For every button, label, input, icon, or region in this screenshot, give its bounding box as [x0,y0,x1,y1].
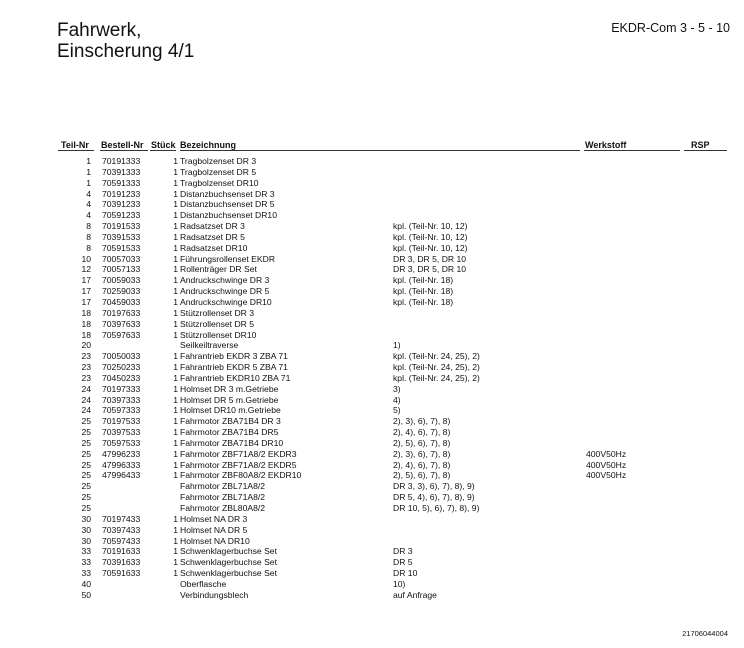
bezeichnung-cell: Distanzbuchsenset DR 3 [180,188,275,199]
bezeichnung-cell: Stützrollenset DR10 [180,329,257,340]
bezeichnung-cell: Andruckschwinge DR10 [180,296,272,307]
stueck-cell: 1 [173,535,178,546]
bezeichnung-cell: Schwenklagerbuchse Set [180,557,277,568]
zusatz-cell: 1) [393,340,401,351]
stueck-cell: 1 [173,329,178,340]
table-row [0,568,744,579]
teil-nr-cell: 4 [86,199,91,210]
bezeichnung-cell: Radsatzset DR 3 [180,221,245,232]
table-row [0,254,744,265]
bezeichnung-cell: Distanzbuchsenset DR 5 [180,199,275,210]
header-underline-rsp [684,150,727,151]
teil-nr-cell: 33 [81,568,91,579]
teil-nr-cell: 40 [81,578,91,589]
teil-nr-cell: 1 [86,166,91,177]
teil-nr-cell: 8 [86,242,91,253]
stueck-cell: 1 [173,242,178,253]
teil-nr-cell: 25 [81,427,91,438]
bestell-nr-cell: 70597533 [102,437,141,448]
stueck-cell: 1 [173,470,178,481]
bestell-nr-cell: 70391233 [102,199,141,210]
stueck-cell: 1 [173,188,178,199]
teil-nr-cell: 17 [81,286,91,297]
table-row [0,590,744,601]
table-row [0,264,744,275]
bezeichnung-cell: Fahrantrieb EKDR10 ZBA 71 [180,372,291,383]
header-underline-werkstoff [584,150,680,151]
zusatz-cell: 4) [393,394,401,405]
teil-nr-cell: 18 [81,329,91,340]
col-header-bestell-nr: Bestell-Nr [101,140,144,150]
zusatz-cell: kpl. (Teil-Nr. 18) [393,286,454,297]
stueck-cell: 1 [173,557,178,568]
bezeichnung-cell: Fahrmotor ZBL80A8/2 [180,503,266,513]
bezeichnung-cell: Seilkeiltraverse [180,340,239,351]
teil-nr-cell: 25 [81,503,91,513]
teil-nr-cell: 24 [81,383,91,394]
table-row [0,481,744,492]
table-row [0,503,744,514]
bezeichnung-cell: Schwenklagerbuchse Set [180,546,277,557]
bezeichnung-cell: Stützrollenset DR 3 [180,307,255,318]
bestell-nr-cell: 70191333 [102,156,141,166]
table-row [0,189,744,200]
stueck-cell: 1 [173,177,178,188]
table-row [0,416,744,427]
stueck-cell: 1 [173,286,178,297]
table-row [0,308,744,319]
teil-nr-cell: 4 [86,210,91,221]
bestell-nr-cell: 70591233 [102,210,141,221]
stueck-cell: 1 [173,307,178,318]
table-row [0,514,744,525]
table-row [0,199,744,210]
bestell-nr-cell: 47996433 [102,470,141,481]
table-row [0,460,744,471]
table-row [0,286,744,297]
zusatz-cell: DR 5, 4), 6), 7), 8), 9) [393,492,475,503]
bezeichnung-cell: Fahrantrieb EKDR 5 ZBA 71 [180,362,288,373]
bezeichnung-cell: Schwenklagerbuchse Set [180,568,277,579]
table-row [0,373,744,384]
table-row [0,525,744,536]
bestell-nr-cell: 70191533 [102,221,141,232]
table-row [0,297,744,308]
stueck-cell: 1 [173,372,178,383]
table-row [0,167,744,178]
header-underline-teil-nr [58,150,94,151]
teil-nr-cell: 50 [81,589,91,600]
zusatz-cell: kpl. (Teil-Nr. 18) [393,296,454,307]
bezeichnung-cell: Tragbolzenset DR 3 [180,156,257,166]
bestell-nr-cell: 70459033 [102,296,141,307]
bezeichnung-cell: Fahrmotor ZBF71A8/2 EKDR3 [180,448,297,459]
bezeichnung-cell: Holmset DR10 m.Getriebe [180,405,281,416]
bestell-nr-cell: 70197633 [102,307,141,318]
bestell-nr-cell: 70397633 [102,318,141,329]
document-number: 21706044004 [682,629,728,638]
col-header-teil-nr: Teil-Nr [61,140,89,150]
bestell-nr-cell: 70057033 [102,253,141,264]
zusatz-cell: kpl. (Teil-Nr. 10, 12) [393,242,468,253]
teil-nr-cell: 25 [81,481,91,492]
table-row [0,579,744,590]
bezeichnung-cell: Stützrollenset DR 5 [180,318,255,329]
werkstoff-cell: 400V50Hz [586,459,627,470]
teil-nr-cell: 20 [81,340,91,351]
col-header-stueck: Stück [151,140,176,150]
zusatz-cell: DR 3 [393,546,413,557]
table-row [0,232,744,243]
bezeichnung-cell: Rollenträger DR Set [180,264,257,275]
zusatz-cell: 3) [393,383,401,394]
table-row [0,384,744,395]
table-row [0,351,744,362]
bezeichnung-cell: Holmset DR 5 m.Getriebe [180,394,279,405]
bezeichnung-cell: Radsatzset DR10 [180,242,248,253]
zusatz-cell: DR 3, DR 5, DR 10 [393,264,467,275]
table-row [0,330,744,341]
stueck-cell: 1 [173,318,178,329]
bezeichnung-cell: Andruckschwinge DR 3 [180,275,270,286]
bestell-nr-cell: 70191633 [102,546,141,557]
teil-nr-cell: 18 [81,307,91,318]
table-row [0,362,744,373]
stueck-cell: 1 [173,199,178,210]
teil-nr-cell: 8 [86,221,91,232]
parts-table [0,156,744,601]
header-underline-bestell-nr [100,150,148,151]
zusatz-cell: kpl. (Teil-Nr. 24, 25), 2) [393,372,480,383]
table-row [0,395,744,406]
zusatz-cell: 2), 4), 6), 7), 8) [393,459,451,470]
teil-nr-cell: 23 [81,362,91,373]
teil-nr-cell: 33 [81,557,91,568]
bezeichnung-cell: Verbindungsblech [180,589,249,600]
bestell-nr-cell: 70197533 [102,416,141,427]
stueck-cell: 1 [173,437,178,448]
teil-nr-cell: 33 [81,546,91,557]
table-row [0,405,744,416]
zusatz-cell: DR 5 [393,557,413,568]
stueck-cell: 1 [173,296,178,307]
bezeichnung-cell: Holmset NA DR 3 [180,513,248,524]
title-line-2: Einscherung 4/1 [57,41,195,62]
zusatz-cell: 2), 4), 6), 7), 8) [393,427,451,438]
bezeichnung-cell: Andruckschwinge DR 5 [180,286,270,297]
zusatz-cell: kpl. (Teil-Nr. 24, 25), 2) [393,362,480,373]
stueck-cell: 1 [173,524,178,535]
bezeichnung-cell: Fahrmotor ZBL71A8/2 [180,492,266,503]
zusatz-cell: kpl. (Teil-Nr. 10, 12) [393,221,468,232]
table-row [0,536,744,547]
teil-nr-cell: 12 [81,264,91,275]
stueck-cell: 1 [173,264,178,275]
teil-nr-cell: 24 [81,405,91,416]
bezeichnung-cell: Holmset NA DR 5 [180,524,248,535]
bestell-nr-cell: 70450233 [102,372,141,383]
teil-nr-cell: 25 [81,437,91,448]
bestell-nr-cell: 70050033 [102,351,141,362]
stueck-cell: 1 [173,416,178,427]
teil-nr-cell: 23 [81,372,91,383]
stueck-cell: 1 [173,383,178,394]
col-header-bezeichnung: Bezeichnung [180,140,237,150]
bezeichnung-cell: Fahrmotor ZBF71A8/2 EKDR5 [180,459,297,470]
zusatz-cell: 10) [393,578,406,589]
teil-nr-cell: 4 [86,188,91,199]
zusatz-cell: DR 3, 3), 6), 7), 8), 9) [393,481,475,492]
bezeichnung-cell: Holmset NA DR10 [180,535,250,546]
bestell-nr-cell: 70191233 [102,188,141,199]
bezeichnung-cell: Tragbolzenset DR10 [180,177,259,188]
bestell-nr-cell: 70597333 [102,405,141,416]
bestell-nr-cell: 70591333 [102,177,141,188]
bezeichnung-cell: Fahrmotor ZBA71B4 DR10 [180,437,284,448]
bestell-nr-cell: 70397333 [102,394,141,405]
stueck-cell: 1 [173,253,178,264]
bestell-nr-cell: 70391333 [102,166,141,177]
table-row [0,340,744,351]
zusatz-cell: kpl. (Teil-Nr. 10, 12) [393,231,468,242]
bestell-nr-cell: 70591533 [102,242,141,253]
stueck-cell: 1 [173,221,178,232]
bestell-nr-cell: 47996333 [102,459,141,470]
bestell-nr-cell: 70197433 [102,513,141,524]
bestell-nr-cell: 70197333 [102,383,141,394]
stueck-cell: 1 [173,231,178,242]
stueck-cell: 1 [173,166,178,177]
teil-nr-cell: 25 [81,416,91,427]
bestell-nr-cell: 47996233 [102,448,141,459]
stueck-cell: 1 [173,568,178,579]
page-title [57,20,194,62]
bestell-nr-cell: 70059033 [102,275,141,286]
zusatz-cell: DR 3, DR 5, DR 10 [393,253,467,264]
zusatz-cell: 5) [393,405,401,416]
teil-nr-cell: 18 [81,318,91,329]
teil-nr-cell: 17 [81,296,91,307]
stueck-cell: 1 [173,362,178,373]
table-row [0,221,744,232]
bezeichnung-cell: Fahrantrieb EKDR 3 ZBA 71 [180,351,288,362]
bezeichnung-cell: Fahrmotor ZBA71B4 DR 3 [180,416,281,427]
bestell-nr-cell: 70391533 [102,231,141,242]
bezeichnung-cell: Oberflasche [180,578,227,589]
teil-nr-cell: 30 [81,535,91,546]
zusatz-cell: 2), 5), 6), 7), 8) [393,470,451,481]
bestell-nr-cell: 70597433 [102,535,141,546]
table-row [0,470,744,481]
teil-nr-cell: 25 [81,470,91,481]
zusatz-cell: auf Anfrage [393,589,437,600]
teil-nr-cell: 8 [86,231,91,242]
col-header-werkstoff: Werkstoff [585,140,627,150]
stueck-cell: 1 [173,275,178,286]
stueck-cell: 1 [173,427,178,438]
teil-nr-cell: 23 [81,351,91,362]
table-row [0,449,744,460]
bestell-nr-cell: 70397533 [102,427,141,438]
document-reference: EKDR-Com 3 - 5 - 10 [611,21,730,35]
werkstoff-cell: 400V50Hz [586,448,627,459]
bezeichnung-cell: Holmset DR 3 m.Getriebe [180,383,279,394]
stueck-cell: 1 [173,513,178,524]
teil-nr-cell: 24 [81,394,91,405]
zusatz-cell: DR 10, 5), 6), 7), 8), 9) [393,503,480,513]
teil-nr-cell: 30 [81,524,91,535]
header-underline-stueck [150,150,176,151]
table-row [0,275,744,286]
zusatz-cell: DR 10 [393,568,418,579]
header-underline-bezeichnung [180,150,580,151]
table-row [0,319,744,330]
table-row [0,438,744,449]
bezeichnung-cell: Distanzbuchsenset DR10 [180,210,277,221]
stueck-cell: 1 [173,156,178,166]
bezeichnung-cell: Radsatzset DR 5 [180,231,245,242]
stueck-cell: 1 [173,448,178,459]
zusatz-cell: kpl. (Teil-Nr. 24, 25), 2) [393,351,480,362]
werkstoff-cell: 400V50Hz [586,470,627,481]
teil-nr-cell: 30 [81,513,91,524]
teil-nr-cell: 1 [86,177,91,188]
bestell-nr-cell: 70397433 [102,524,141,535]
stueck-cell: 1 [173,546,178,557]
stueck-cell: 1 [173,394,178,405]
stueck-cell: 1 [173,405,178,416]
table-row [0,156,744,167]
bestell-nr-cell: 70250233 [102,362,141,373]
table-row [0,492,744,503]
bezeichnung-cell: Fahrmotor ZBL71A8/2 [180,481,266,492]
teil-nr-cell: 1 [86,156,91,166]
bezeichnung-cell: Fahrmotor ZBF80A8/2 EKDR10 [180,470,302,481]
stueck-cell: 1 [173,210,178,221]
table-row [0,427,744,438]
teil-nr-cell: 25 [81,459,91,470]
bezeichnung-cell: Fahrmotor ZBA71B4 DR5 [180,427,279,438]
teil-nr-cell: 25 [81,448,91,459]
zusatz-cell: 2), 5), 6), 7), 8) [393,437,451,448]
table-row [0,178,744,189]
teil-nr-cell: 25 [81,492,91,503]
bezeichnung-cell: Tragbolzenset DR 5 [180,166,257,177]
teil-nr-cell: 17 [81,275,91,286]
zusatz-cell: 2), 3), 6), 7), 8) [393,416,451,427]
table-row [0,210,744,221]
table-row [0,546,744,557]
bestell-nr-cell: 70597633 [102,329,141,340]
bestell-nr-cell: 70591633 [102,568,141,579]
teil-nr-cell: 10 [81,253,91,264]
stueck-cell: 1 [173,351,178,362]
bestell-nr-cell: 70259033 [102,286,141,297]
bezeichnung-cell: Führungsrollenset EKDR [180,253,276,264]
stueck-cell: 1 [173,459,178,470]
bestell-nr-cell: 70391633 [102,557,141,568]
title-line-1: Fahrwerk, [57,20,142,41]
table-row [0,557,744,568]
table-row [0,243,744,254]
zusatz-cell: kpl. (Teil-Nr. 18) [393,275,454,286]
col-header-rsp: RSP [691,140,710,150]
bestell-nr-cell: 70057133 [102,264,141,275]
zusatz-cell: 2), 3), 6), 7), 8) [393,448,451,459]
